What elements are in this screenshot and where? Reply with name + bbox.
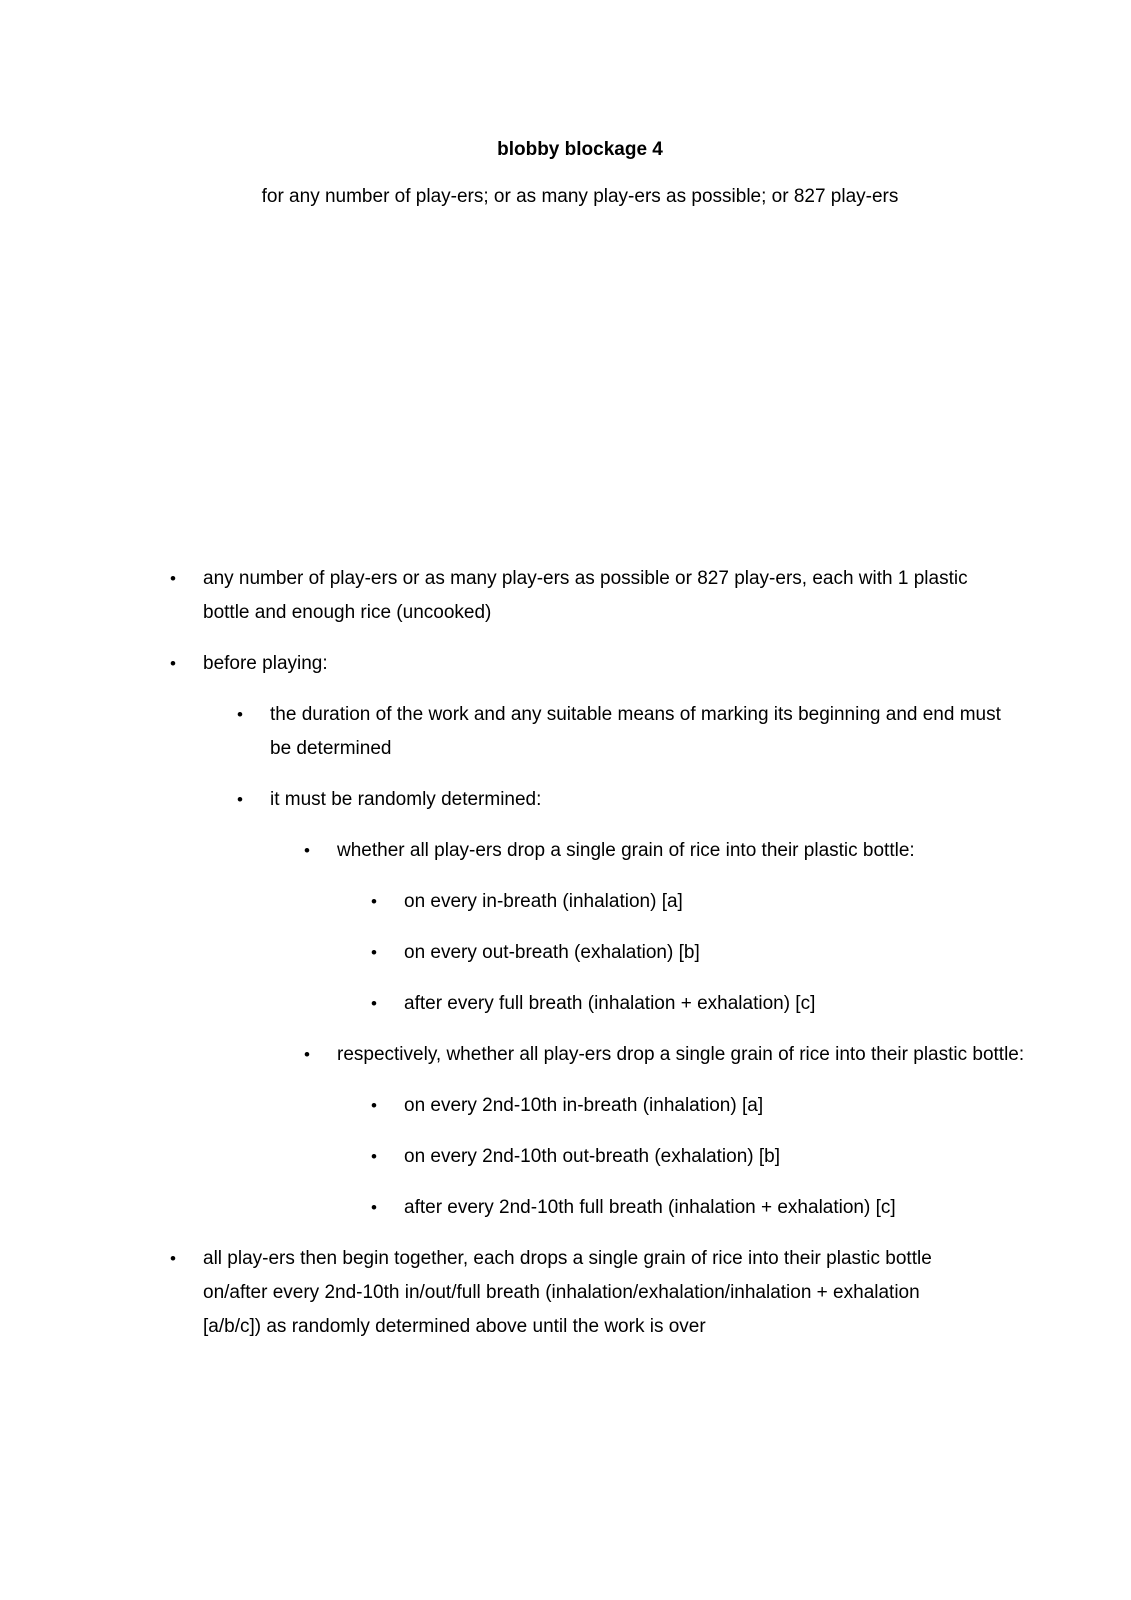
list-item (237, 698, 1001, 766)
list-item-text (203, 647, 990, 681)
list-item-text (404, 1191, 990, 1225)
bullet-icon: • (371, 1096, 377, 1115)
list-item (170, 562, 990, 630)
bullet-icon: • (371, 892, 377, 911)
bullet-icon: • (371, 1198, 377, 1217)
page-title: blobby blockage 4 (497, 139, 663, 160)
bullet-icon: • (170, 1249, 176, 1268)
list-item-text (337, 1038, 1025, 1072)
list-item-line: on every out-breath (exhalation) [b] (404, 942, 700, 963)
bullet-icon: • (237, 705, 243, 724)
list-item (371, 1089, 990, 1123)
list-item-line: the duration of the work and any suitable means of marking its beginning and end must (270, 704, 1001, 725)
list-item (237, 783, 990, 817)
list-item-line: all play-ers then begin together, each drops a single grain of rice into their plastic bottle (203, 1248, 932, 1269)
list-item-text (337, 834, 990, 868)
list-item-line: on every 2nd-10th in-breath (inhalation) [a] (404, 1095, 764, 1116)
list-item-line: respectively, whether all play-ers drop a single grain of rice into their plastic bottle: (337, 1044, 1025, 1065)
list-item (371, 1191, 990, 1225)
list-item-line: bottle and enough rice (uncooked) (203, 602, 492, 623)
list-item-text (404, 1140, 990, 1174)
list-item-line: be determined (270, 738, 392, 759)
list-item-text (203, 1242, 990, 1344)
list-item (371, 1140, 990, 1174)
list-item (371, 936, 990, 970)
list-item-line: after every full breath (inhalation + exhalation) [c] (404, 993, 816, 1014)
list-item-text (404, 987, 990, 1021)
list-item-line: any number of play-ers or as many play-ers as possible or 827 play-ers, each with 1 plastic (203, 568, 968, 589)
list-item-line: after every 2nd-10th full breath (inhalation + exhalation) [c] (404, 1197, 896, 1218)
bullet-icon: • (304, 1045, 310, 1064)
list-item-line: before playing: (203, 653, 328, 674)
list-item (304, 1038, 1025, 1072)
list-item-line: whether all play-ers drop a single grain of rice into their plastic bottle: (337, 840, 915, 861)
list-item-line: on every 2nd-10th out-breath (exhalation) [b] (404, 1146, 781, 1167)
list-item-line: on/after every 2nd-10th in/out/full breath (inhalation/exhalation/inhalation + exhalation (203, 1282, 920, 1303)
list-item-text (270, 698, 1001, 766)
bullet-icon: • (304, 841, 310, 860)
list-item (304, 834, 990, 868)
list-item-text (404, 885, 990, 919)
bullet-icon: • (371, 943, 377, 962)
bullet-icon: • (371, 1147, 377, 1166)
list-item-text (203, 562, 990, 630)
list-item-text (404, 1089, 990, 1123)
list-item (371, 987, 990, 1021)
list-item (170, 1242, 990, 1344)
list-item-text (404, 936, 990, 970)
list-item-line: on every in-breath (inhalation) [a] (404, 891, 683, 912)
list-item-line: it must be randomly determined: (270, 789, 542, 810)
list-item-text (270, 783, 990, 817)
list-item-line: [a/b/c]) as randomly determined above until the work is over (203, 1316, 706, 1337)
blank-gap (170, 214, 990, 562)
list-item (371, 885, 990, 919)
page-subtitle: for any number of play-ers; or as many play-ers as possible; or 827 play-ers (261, 186, 899, 207)
list-item (170, 647, 990, 681)
bullet-icon: • (237, 790, 243, 809)
bullet-list (170, 562, 1025, 1344)
bullet-icon: • (371, 994, 377, 1013)
bullet-icon: • (170, 654, 176, 673)
bullet-icon: • (170, 569, 176, 588)
